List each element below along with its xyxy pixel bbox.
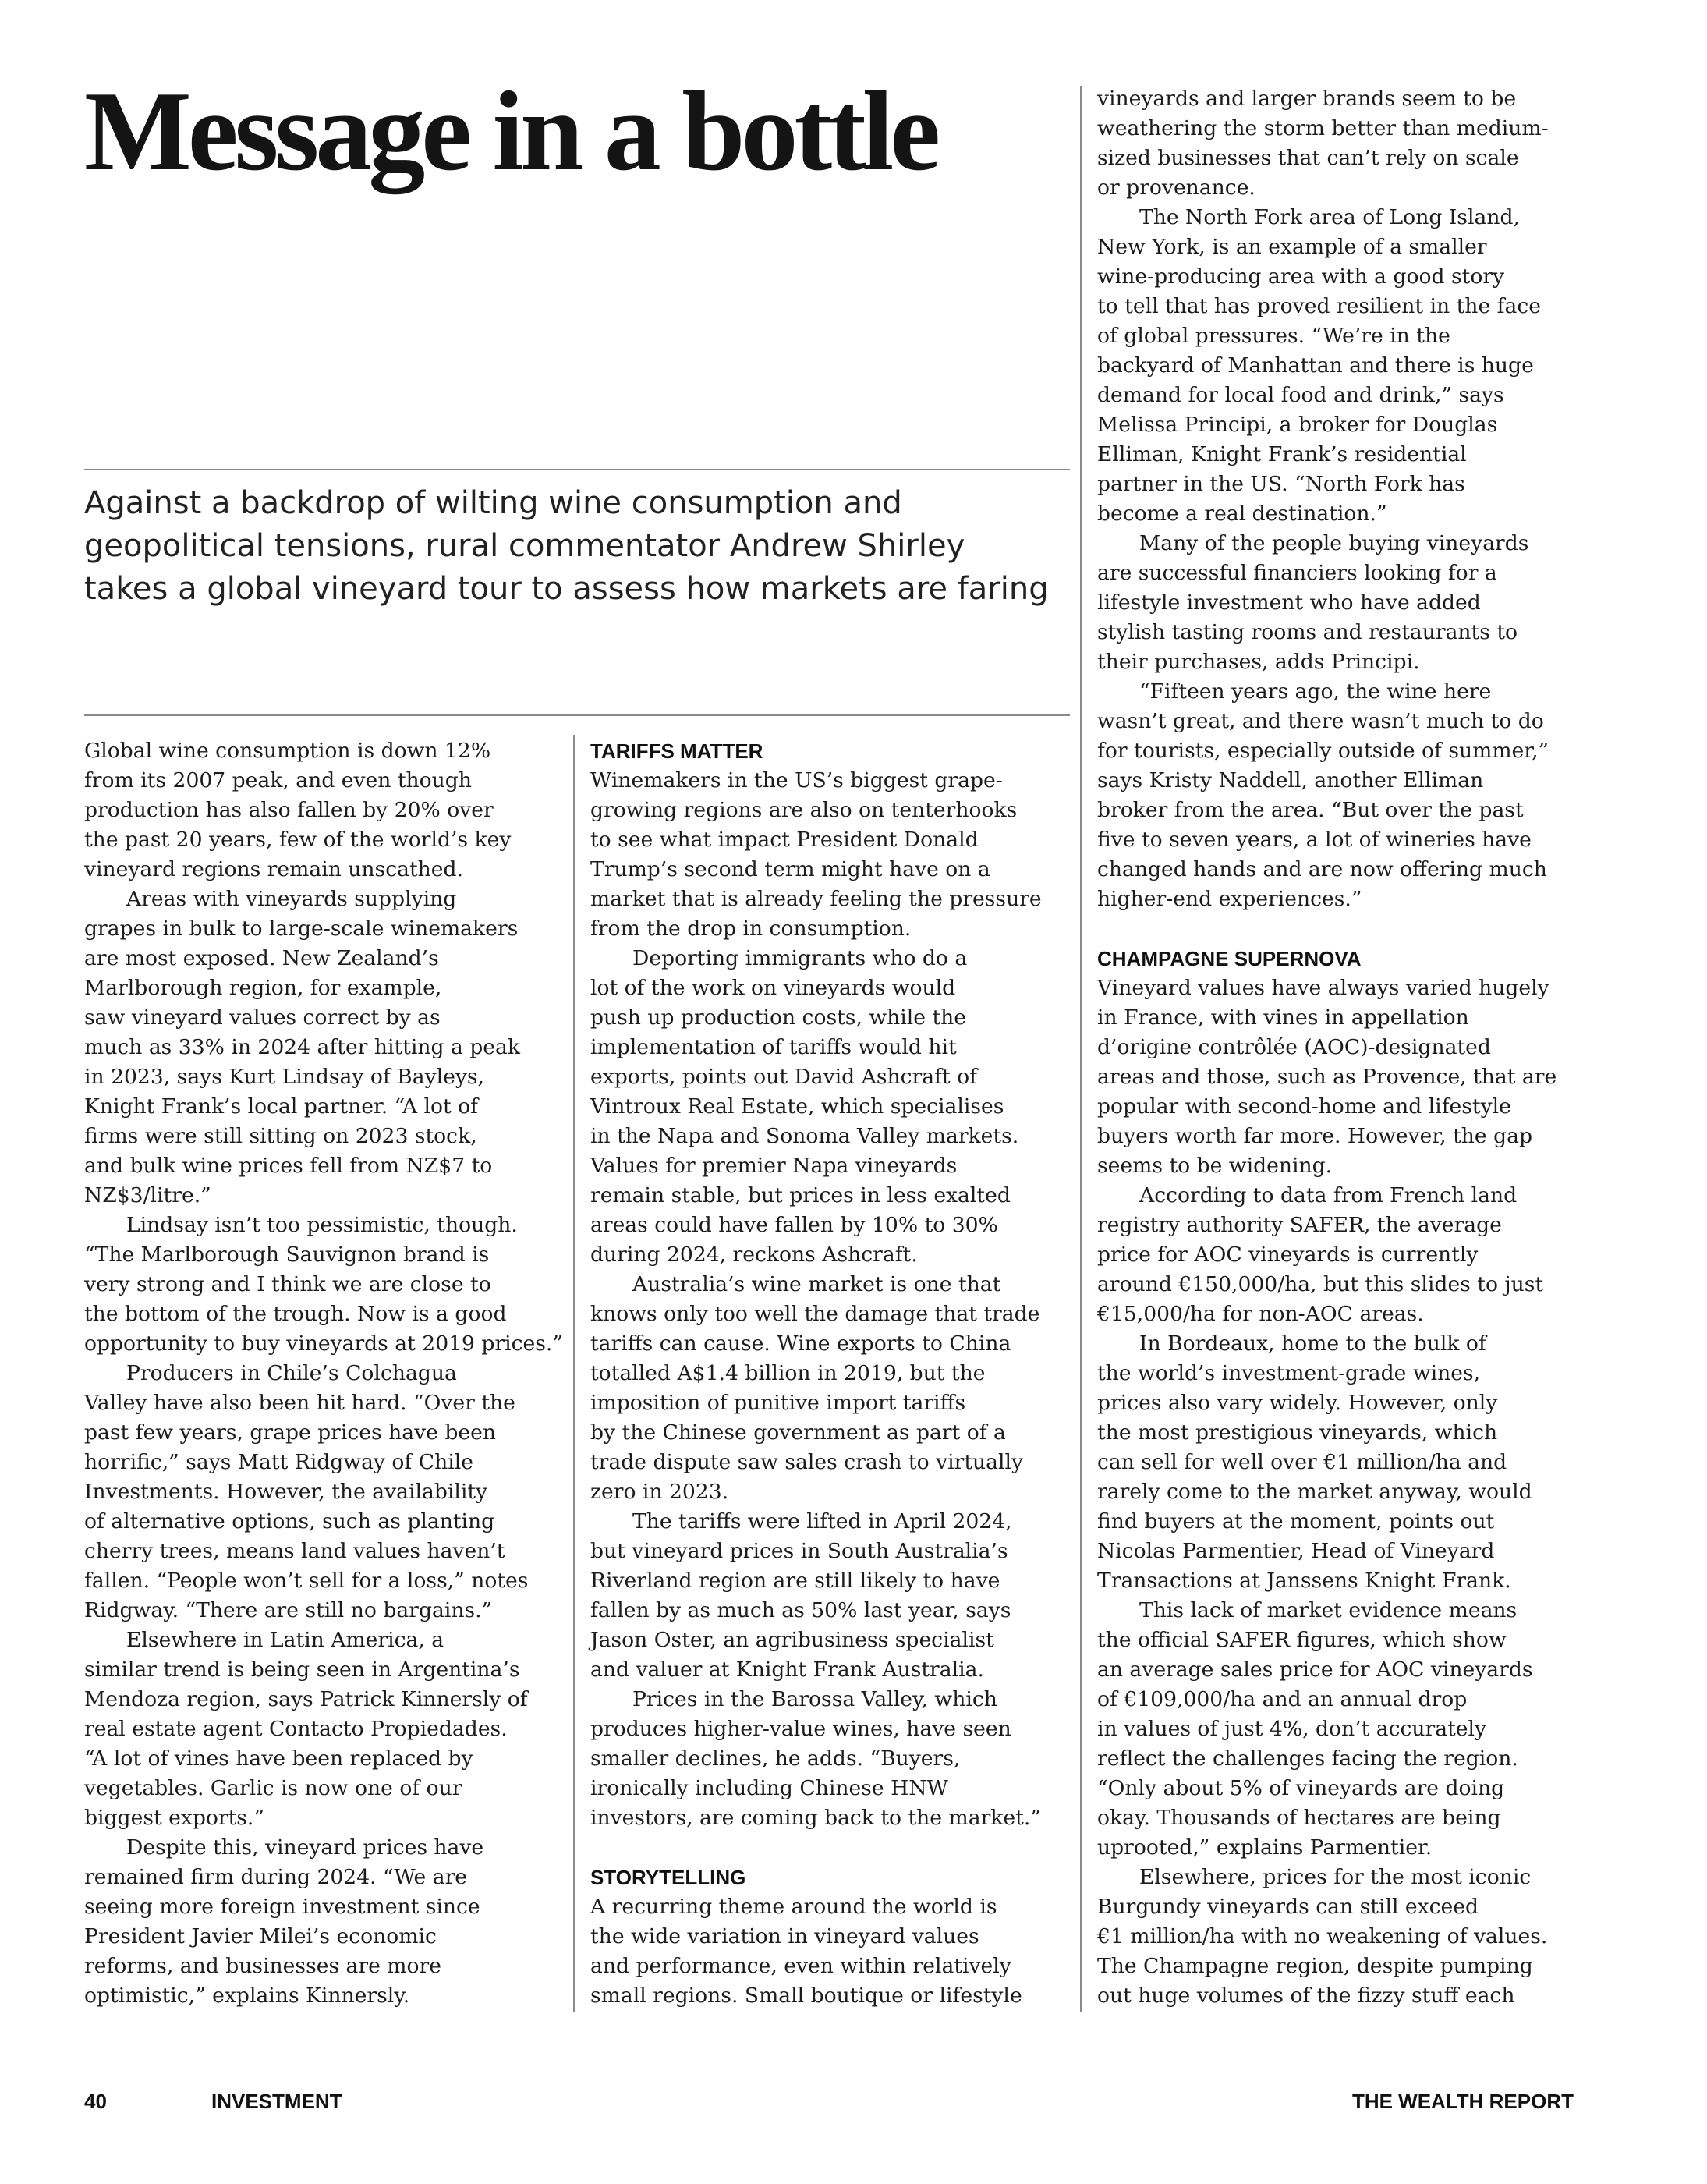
section-label: INVESTMENT — [211, 2090, 342, 2113]
standfirst: Against a backdrop of wilting wine consumption and geopolitical tensions, rural commentator Andrew Shirley takes a global vineyard tour to assess how markets are faring — [84, 485, 1049, 607]
paragraph: Elsewhere, prices for the most iconic Burgundy vineyards can still exceed €1 million/ha with no weakening of values. The Champagne region, despite pumping out huge volumes of the fizzy stuff each — [1097, 1865, 1548, 2008]
paragraph: In Bordeaux, home to the bulk of the world’s investment-grade wines, prices also vary widely. However, only the most prestigious vineyards, which can sell for well over €1 million/ha and rarely come to the market anyway, would find buyers at the moment, points out Nicolas Parmentier, Head of Vineyard Transactions at Janssens Knight Frank. — [1097, 1331, 1532, 1593]
paragraph: Many of the people buying vineyards are successful financiers looking for a lifestyle investment who have added stylish tasting rooms and restaurants to their purchases, adds Principi. — [1097, 531, 1529, 674]
paragraph: Elsewhere in Latin America, a similar trend is being seen in Argentina’s Mendoza region, says Patrick Kinnersly of real estate agent Contacto Propiedades. “A lot of vines have been replaced by vegetables. Garlic is now one of our biggest exports.” — [84, 1628, 528, 1830]
paragraph: Deporting immigrants who do a lot of the work on vineyards would push up production costs, while the implementation of tariffs would hit exports, points out David Ashcraft of Vintroux Real Estate, which specialises in the Napa and Sonoma Valley markets. Values for premier Napa vineyards remain stable, but prices in less exalted areas could have fallen by 10% to 30% during 2024, reckons Ashcraft. — [590, 946, 1019, 1267]
page-number: 40 — [84, 2090, 107, 2113]
section-gap — [1097, 914, 1596, 944]
column-2 — [590, 736, 1070, 2011]
paragraph: Global wine consumption is down 12% from its 2007 peak, and even though production has also fallen by 20% over the past 20 years, few of the world’s key vineyard regions remain unscathed. — [84, 739, 512, 881]
paragraph: The tariffs were lifted in April 2024, but vineyard prices in South Australia’s Riverland region are still likely to have fallen by as much as 50% last year, says Jason Oster, an agribusiness specialist and valuer at Knight Frank Australia. — [590, 1509, 1012, 1682]
paragraph: Prices in the Barossa Valley, which produces higher-value wines, have seen smaller declines, he adds. “Buyers, ironically including Chinese HNW investors, are coming back to the market.” — [590, 1687, 1041, 1830]
column-3 — [1097, 84, 1596, 2011]
paragraph: vineyards and larger brands seem to be weathering the storm better than medium- sized businesses that can’t rely on scale or provenance. — [1097, 87, 1549, 200]
column-divider-2 — [1080, 86, 1082, 2012]
paragraph: Producers in Chile’s Colchagua Valley have also been hit hard. “Over the past few years, grape prices have been horrific,” says Matt Ridgway of Chile Investments. However, the availability of alternative options, such as planting cherry trees, means land values haven’t fallen. “People won’t sell for a loss,” notes Ridgway. “There are still no bargains.” — [84, 1361, 529, 1622]
paragraph: According to data from French land registry authority SAFER, the average price for AOC vineyards is currently around €150,000/ha, but this slides to just €15,000/ha for non-AOC areas. — [1097, 1183, 1544, 1326]
section-heading: TARIFFS MATTER — [590, 739, 763, 763]
standfirst-top-rule — [84, 469, 1070, 470]
paragraph: Winemakers in the US’s biggest grape- growing regions are also on tenterhooks to see what impact President Donald Trump’s second term might have on a market that is already feeling the pressure from the drop in consumption. — [590, 768, 1042, 941]
paragraph: Vineyard values have always varied hugely in France, with vines in appellation d’origine contrôlée (AOC)-designated areas and those, such as Provence, that are popular with second-home and lifestyle buyers worth far more. However, the gap seems to be widening. — [1097, 976, 1557, 1178]
column-1 — [84, 736, 564, 2011]
column-divider-1 — [573, 735, 575, 2012]
paragraph: Despite this, vineyard prices have remained firm during 2024. “We are seeing more foreign investment since President Javier Milei’s economic reforms, and businesses are more optimistic,” explains Kinnersly. — [84, 1835, 484, 2008]
standfirst-bottom-rule — [84, 714, 1070, 716]
paragraph: Lindsay isn’t too pessimistic, though. “The Marlborough Sauvignon brand is very strong and I think we are close to the bottom of the trough. Now is a good opportunity to buy vineyards at 2019 prices.” — [84, 1213, 563, 1356]
section-gap — [590, 1833, 1070, 1863]
section-heading: CHAMPAGNE SUPERNOVA — [1097, 947, 1362, 970]
article-title: Message in a bottle — [84, 68, 937, 194]
paragraph: The North Fork area of Long Island, New York, is an example of a smaller wine-producing area with a good story to tell that has proved resilient in the face of global pressures. “We’re in the backyard of Manhattan and there is huge demand for local food and drink,” says Melissa Principi, a broker for Douglas Elliman, Knight Frank’s residential partner in the US. “North Fork has become a real destination.” — [1097, 205, 1541, 526]
paragraph: A recurring theme around the world is the wide variation in vineyard values and performance, even within relatively small regions. Small boutique or lifestyle — [590, 1895, 1022, 2008]
paragraph: This lack of market evidence means the official SAFER figures, which show an average sales price for AOC vineyards of €109,000/ha and an annual drop in values of just 4%, don’t accurately reflect the challenges facing the region. “Only about 5% of vineyards are doing okay. Thousands of hectares are being uprooted,” explains Parmentier. — [1097, 1598, 1533, 1860]
publication-name: THE WEALTH REPORT — [1351, 2090, 1574, 2113]
paragraph: Areas with vineyards supplying grapes in bulk to large-scale winemakers are most exposed. New Zealand’s Marlborough region, for example, saw vineyard values correct by as much as 33% in 2024 after hitting a peak in 2023, says Kurt Lindsay of Bayleys, Knight Frank’s local partner. “A lot of firms were still sitting on 2023 stock, and bulk wine prices fell from NZ$7 to NZ$3/litre.” — [84, 887, 521, 1207]
section-heading: STORYTELLING — [590, 1866, 746, 1889]
paragraph: Australia’s wine market is one that knows only too well the damage that trade tariffs can cause. Wine exports to China totalled A$1.4 billion in 2019, but the imposition of punitive import tariffs by the Chinese government as part of a trade dispute saw sales crash to virtually zero in 2023. — [590, 1272, 1040, 1504]
paragraph: “Fifteen years ago, the wine here wasn’t great, and there wasn’t much to do for tourists, especially outside of summer,” says Kristy Naddell, another Elliman broker from the area. “But over the past five to seven years, a lot of wineries have changed hands and are now offering much higher-end experiences.” — [1097, 679, 1549, 911]
